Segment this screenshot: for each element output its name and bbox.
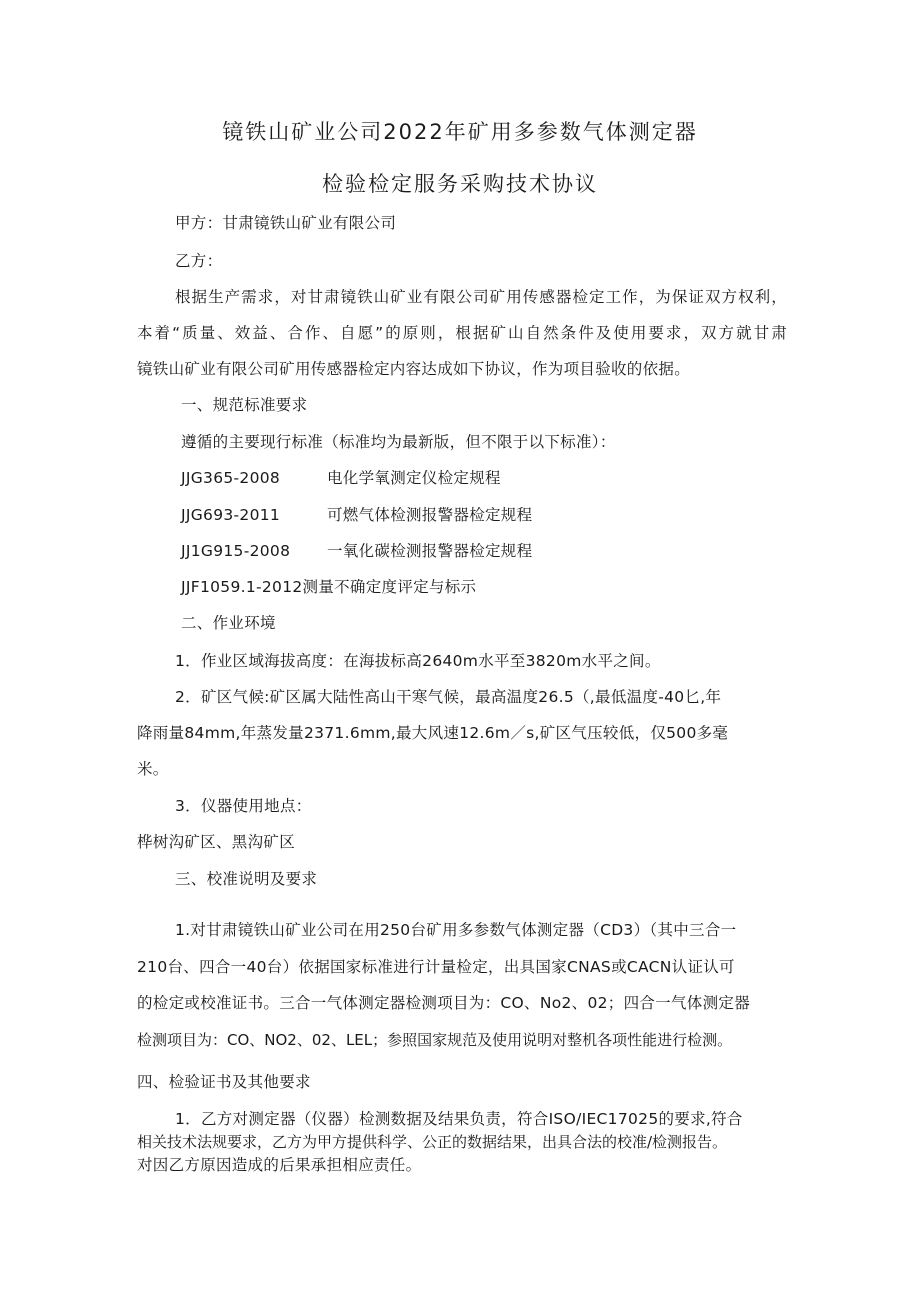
section1-lead: 遵循的主要现行标准（标准均为最新版，但不限于以下标准）： <box>181 433 616 451</box>
section2-item2-line1: 2．矿区气候:矿区属大陆性高山干寒气候，最高温度26.5（,最低温度-40匕,年 <box>175 688 722 706</box>
section2-item3: 3．仪器使用地点： <box>175 797 312 815</box>
section3-heading: 三、校准说明及要求 <box>175 870 318 888</box>
intro-line-2: 本着“质量、效益、合作、自愿”的原则，根据矿山自然条件及使用要求，双方就甘肃 <box>137 324 787 342</box>
standard-code: JJG365-2008 <box>181 469 281 487</box>
standard-code: JJG693-2011 <box>181 506 281 524</box>
standard-name: 一氧化碳检测报警器检定规程 <box>327 542 533 560</box>
standard-name: 电化学氧测定仪检定规程 <box>327 469 501 487</box>
document-title-line1: 镜铁山矿业公司2022年矿用多参数气体测定器 <box>222 120 698 144</box>
section3-item1-line1: 1.对甘肃镜铁山矿业公司在用250台矿用多参数气体测定器（CD3）（其中三合一 <box>175 921 737 939</box>
section3-item1-line4: 检测项目为：CO、NO2、02、LEL；参照国家规范及使用说明对整机各项性能进行检测。 <box>137 1031 733 1049</box>
standard-code: JJ1G915-2008 <box>181 542 291 560</box>
section2-item3-value: 桦树沟矿区、黑沟矿区 <box>137 833 296 851</box>
section4-item1-line1: 1．乙方对测定器（仪器）检测数据及结果负责，符合ISO/IEC17025的要求,符合 <box>175 1110 743 1128</box>
section2-item2-line2: 降雨量84mm,年蒸发量2371.6mm,最大风速12.6m／s,矿区气压较低，仅500多毫 <box>137 724 729 742</box>
section4-item1-line2: 相关技术法规要求，乙方为甲方提供科学、公正的数据结果，出具合法的校准/检测报告。 <box>137 1133 728 1151</box>
section2-heading: 二、作业环境 <box>181 614 276 632</box>
section1-heading: 一、规范标准要求 <box>181 396 308 414</box>
party-b: 乙方： <box>175 252 223 270</box>
document-title-line2: 检验检定服务采购技术协议 <box>322 172 598 196</box>
intro-line-1: 根据生产需求，对甘肃镜铁山矿业有限公司矿用传感器检定工作，为保证双方权利， <box>175 288 787 306</box>
intro-line-3: 镜铁山矿业有限公司矿用传感器检定内容达成如下协议，作为项目验收的依据。 <box>137 360 691 378</box>
standard-name: 可燃气体检测报警器检定规程 <box>327 506 533 524</box>
standard-last: JJF1059.1-2012测量不确定度评定与标示 <box>181 578 477 596</box>
section4-item1-line3: 对因乙方原因造成的后果承担相应责任。 <box>137 1156 422 1174</box>
section2-item2-line3: 米。 <box>137 760 169 778</box>
party-a: 甲方：甘肃镜铁山矿业有限公司 <box>175 214 397 232</box>
section3-item1-line2: 210台、四合一40台）依据国家标准进行计量检定，出具国家CNAS或CACN认证认可 <box>137 958 735 976</box>
section3-item1-line3: 的检定或校准证书。三合一气体测定器检测项目为：CO、No2、02；四合一气体测定器 <box>137 994 750 1012</box>
section2-item1: 1．作业区域海拔高度：在海拔标高2640m水平至3820m水平之间。 <box>175 652 661 670</box>
section4-heading: 四、检验证书及其他要求 <box>137 1073 311 1091</box>
